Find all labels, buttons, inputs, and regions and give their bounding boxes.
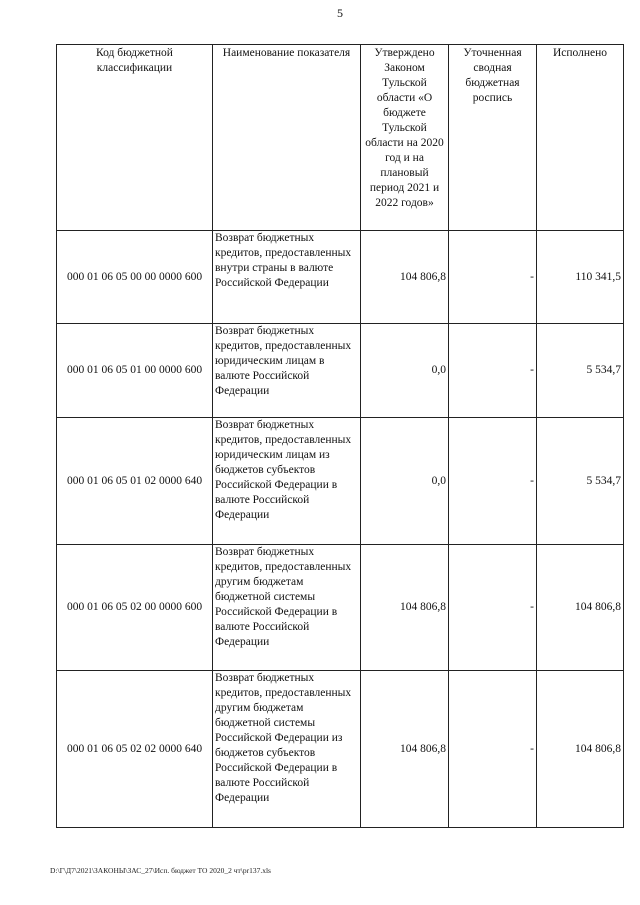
table-row	[57, 418, 624, 545]
budget-table	[56, 44, 624, 828]
table-header	[57, 45, 624, 231]
cell-code: 000 01 06 05 01 00 0000 600	[57, 324, 213, 418]
table-row	[57, 671, 624, 828]
header-executed: Исполнено	[537, 45, 624, 231]
table-body	[57, 231, 624, 828]
cell-refined: -	[449, 671, 537, 828]
cell-name: Возврат бюджетных кредитов, предоставленных другим бюджетам бюджетной системы Российской Федерации из бюджетов субъектов Российской Федерации в валюте Российской Федерации	[213, 671, 361, 828]
cell-executed: 5 534,7	[537, 418, 624, 545]
cell-approved: 104 806,8	[361, 545, 449, 671]
table-row	[57, 231, 624, 324]
cell-name: Возврат бюджетных кредитов, предоставленных другим бюджетам бюджетной системы Российской Федерации в валюте Российской Федерации	[213, 545, 361, 671]
cell-name: Возврат бюджетных кредитов, предоставленных юридическим лицам в валюте Российской Федерации	[213, 324, 361, 418]
cell-refined: -	[449, 545, 537, 671]
table-row	[57, 324, 624, 418]
cell-code: 000 01 06 05 02 00 0000 600	[57, 545, 213, 671]
cell-code: 000 01 06 05 00 00 0000 600	[57, 231, 213, 324]
cell-executed: 104 806,8	[537, 545, 624, 671]
table-row	[57, 545, 624, 671]
cell-approved: 0,0	[361, 418, 449, 545]
header-name: Наименование показателя	[213, 45, 361, 231]
header-code: Код бюджетной классификации	[57, 45, 213, 231]
cell-code: 000 01 06 05 02 02 0000 640	[57, 671, 213, 828]
cell-approved: 0,0	[361, 324, 449, 418]
cell-executed: 110 341,5	[537, 231, 624, 324]
cell-approved: 104 806,8	[361, 231, 449, 324]
cell-executed: 104 806,8	[537, 671, 624, 828]
header-refined: Уточненная сводная бюджетная роспись	[449, 45, 537, 231]
page-number: 5	[337, 6, 343, 20]
cell-refined: -	[449, 418, 537, 545]
cell-refined: -	[449, 231, 537, 324]
header-row	[57, 45, 624, 231]
cell-name: Возврат бюджетных кредитов, предоставленных внутри страны в валюте Российской Федерации	[213, 231, 361, 324]
file-path-footer: D:\Г\Д7\2021\ЗАКОНЫ\ЗАС_27\Исп. бюджет ТО 2020_2 чт\pr137.xls	[50, 866, 271, 875]
cell-code: 000 01 06 05 01 02 0000 640	[57, 418, 213, 545]
header-approved: Утверждено Законом Тульской области «О бюджете Тульской области на 2020 год и на плановый период 2021 и 2022 годов»	[361, 45, 449, 231]
cell-refined: -	[449, 324, 537, 418]
cell-executed: 5 534,7	[537, 324, 624, 418]
cell-approved: 104 806,8	[361, 671, 449, 828]
cell-name: Возврат бюджетных кредитов, предоставленных юридическим лицам из бюджетов субъектов Российской Федерации в валюте Российской Федерации	[213, 418, 361, 545]
